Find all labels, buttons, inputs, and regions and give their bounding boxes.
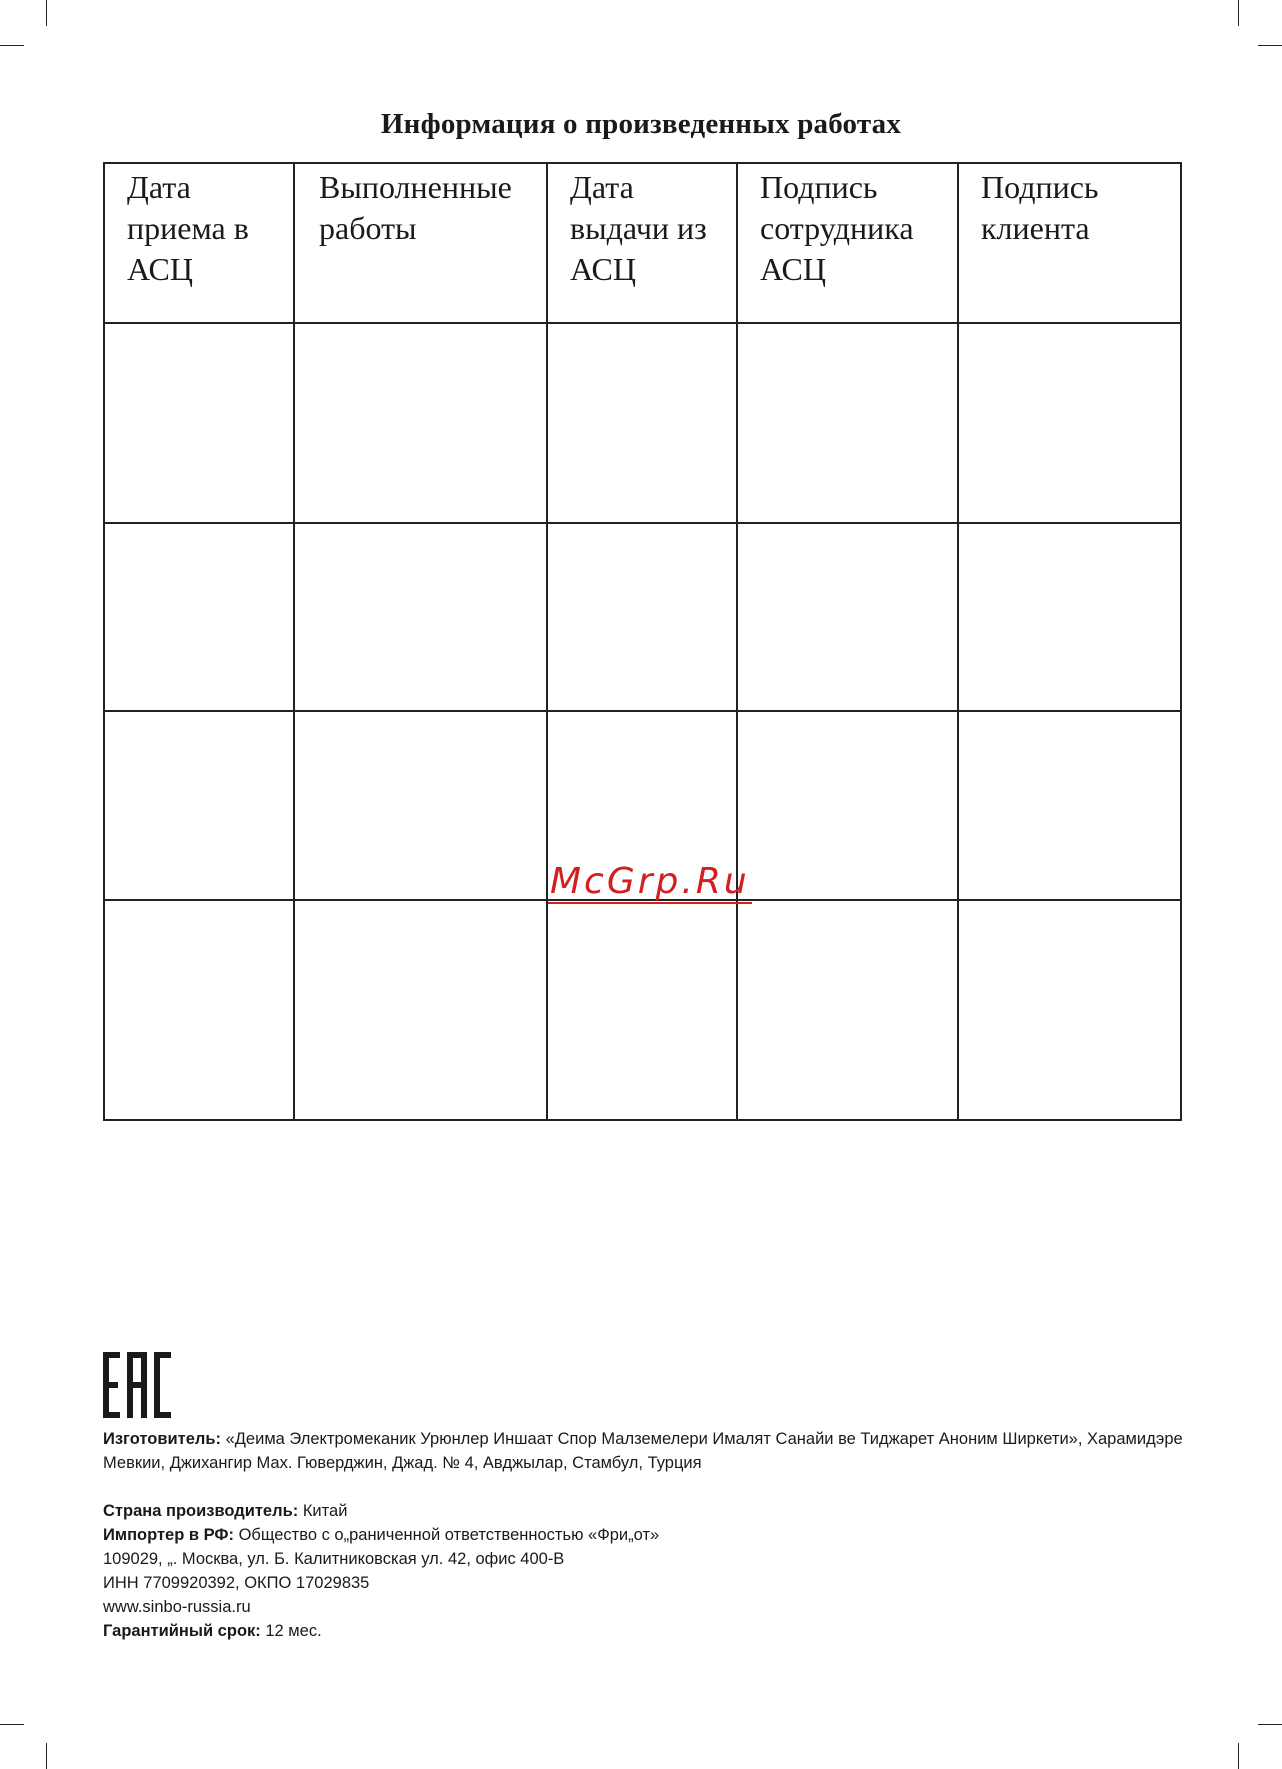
importer-block: [103, 1499, 1193, 1643]
table-row: [104, 900, 1181, 1120]
table-row: [104, 523, 1181, 711]
crop-mark: [46, 1743, 47, 1769]
table-cell[interactable]: [547, 323, 737, 523]
table-cell[interactable]: [547, 523, 737, 711]
works-table: [103, 162, 1182, 1121]
header-cell-staff-signature: Подпись сотрудника АСЦ: [737, 163, 958, 323]
table-cell[interactable]: [958, 523, 1181, 711]
crop-mark: [1258, 1724, 1282, 1725]
table-cell[interactable]: [294, 323, 547, 523]
table-cell[interactable]: [737, 711, 958, 900]
table-cell[interactable]: [294, 900, 547, 1120]
manufacturer-block: [103, 1427, 1193, 1475]
importer-ids: ИНН 7709920392, ОКПО 17029835: [103, 1574, 370, 1592]
page-title: Информация о произведенных работах: [380, 108, 902, 140]
eac-logo: [103, 1352, 171, 1418]
watermark: McGrp.Ru: [550, 861, 750, 902]
crop-mark: [0, 1724, 24, 1725]
table-header-row: [104, 163, 1181, 323]
table-cell[interactable]: [958, 711, 1181, 900]
table-cell[interactable]: [294, 711, 547, 900]
table-cell[interactable]: [104, 711, 294, 900]
warranty-label: Гарантийный срок:: [103, 1622, 261, 1640]
table-cell[interactable]: [104, 523, 294, 711]
crop-mark: [46, 0, 47, 26]
crop-mark: [1238, 1743, 1239, 1769]
header-cell-work-done: Выполненные работы: [294, 163, 547, 323]
header-cell-intake-date: Дата приема в АСЦ: [104, 163, 294, 323]
table-cell[interactable]: [104, 900, 294, 1120]
header-cell-release-date: Дата выдачи из АСЦ: [547, 163, 737, 323]
importer-address: 109029, „. Москва, ул. Б. Калитниковская ул. 42, офис 400-В: [103, 1550, 565, 1568]
importer-value: Общество с о„раниченной ответственностью «Фри„от»: [234, 1526, 660, 1544]
crop-mark: [1258, 45, 1282, 46]
importer-label: Импортер в РФ:: [103, 1526, 234, 1544]
manufacturer-name: «Деима Электромеканик Урюнлер Иншаат Спор Малземелери Ималят Санайи ве Тиджарет Аноним Ширкети», Харамидэре: [221, 1430, 1183, 1448]
manufacturer-label: Изготовитель:: [103, 1430, 221, 1448]
header-cell-client-signature: Подпись клиента: [958, 163, 1181, 323]
table-cell[interactable]: [958, 900, 1181, 1120]
table-cell[interactable]: [547, 900, 737, 1120]
table-cell[interactable]: [737, 900, 958, 1120]
table-cell[interactable]: [737, 323, 958, 523]
table-cell[interactable]: [294, 523, 547, 711]
table-cell[interactable]: [104, 323, 294, 523]
table-cell[interactable]: [958, 323, 1181, 523]
manufacturer-address: Мевкии, Джихангир Мах. Гюверджин, Джад. № 4, Авджылар, Стамбул, Турция: [103, 1454, 702, 1472]
crop-mark: [0, 45, 24, 46]
table-row: [104, 323, 1181, 523]
crop-mark: [1238, 0, 1239, 26]
website-link[interactable]: www.sinbo-russia.ru: [103, 1598, 251, 1616]
table-cell[interactable]: [737, 523, 958, 711]
warranty-value: 12 мес.: [260, 1622, 322, 1640]
country-value: Китай: [298, 1502, 348, 1520]
country-label: Страна производитель:: [103, 1502, 299, 1520]
